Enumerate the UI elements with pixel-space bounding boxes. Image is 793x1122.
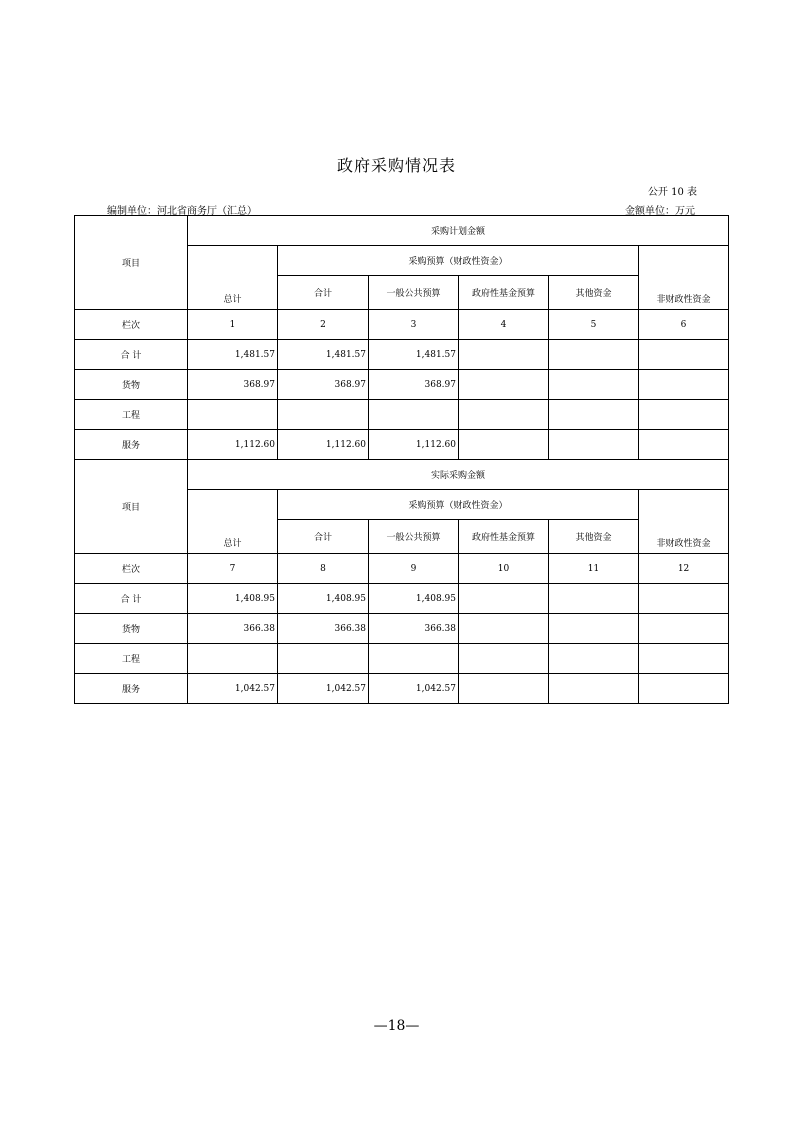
value-cell: 1,042.57 — [188, 674, 278, 704]
col-total: 总计 — [188, 246, 278, 310]
value-cell — [549, 584, 639, 614]
page-number: —18— — [373, 1018, 420, 1034]
group-header: 采购计划金额 — [188, 216, 729, 246]
seq-cell: 12 — [639, 554, 729, 584]
value-cell — [639, 614, 729, 644]
value-cell — [459, 400, 549, 430]
value-cell: 1,042.57 — [369, 674, 459, 704]
row-label: 货物 — [75, 370, 188, 400]
row-label: 服务 — [75, 430, 188, 460]
value-cell — [639, 430, 729, 460]
value-cell — [459, 674, 549, 704]
table-row — [75, 370, 729, 400]
value-cell — [459, 430, 549, 460]
value-cell — [639, 584, 729, 614]
value-cell: 1,481.57 — [188, 340, 278, 370]
value-cell: 366.38 — [278, 614, 369, 644]
col-total: 总计 — [188, 490, 278, 554]
row-label: 工程 — [75, 644, 188, 674]
row-label: 货物 — [75, 614, 188, 644]
group-header: 实际采购金额 — [188, 460, 729, 490]
value-cell — [639, 340, 729, 370]
table-row — [75, 644, 729, 674]
budget-group-header: 采购预算（财政性资金） — [278, 490, 639, 520]
value-cell — [639, 674, 729, 704]
col-general: 一般公共预算 — [369, 276, 459, 310]
value-cell: 368.97 — [188, 370, 278, 400]
value-cell — [549, 430, 639, 460]
value-cell — [549, 644, 639, 674]
seq-cell: 8 — [278, 554, 369, 584]
value-cell: 1,042.57 — [278, 674, 369, 704]
value-cell — [369, 400, 459, 430]
seq-cell: 4 — [459, 310, 549, 340]
seq-cell: 5 — [549, 310, 639, 340]
seq-label: 栏次 — [75, 310, 188, 340]
value-cell — [639, 370, 729, 400]
seq-cell: 6 — [639, 310, 729, 340]
value-cell — [459, 370, 549, 400]
value-cell — [639, 400, 729, 430]
value-cell: 366.38 — [369, 614, 459, 644]
value-cell — [459, 614, 549, 644]
table-row — [75, 430, 729, 460]
section-header-row — [75, 216, 729, 246]
value-cell: 1,112.60 — [369, 430, 459, 460]
value-cell — [549, 400, 639, 430]
col-other: 其他资金 — [549, 520, 639, 554]
table-number: 公开 10 表 — [647, 187, 697, 198]
budget-group-header: 采购预算（财政性资金） — [278, 246, 639, 276]
item-header: 项目 — [75, 216, 188, 310]
value-cell — [549, 370, 639, 400]
table-row — [75, 340, 729, 370]
seq-cell: 7 — [188, 554, 278, 584]
seq-cell: 1 — [188, 310, 278, 340]
seq-row — [75, 554, 729, 584]
value-cell — [549, 340, 639, 370]
col-fund: 政府性基金预算 — [459, 520, 549, 554]
col-general: 一般公共预算 — [369, 520, 459, 554]
value-cell — [459, 340, 549, 370]
value-cell — [459, 584, 549, 614]
amount-unit: 金额单位：万元 — [625, 206, 695, 217]
seq-cell: 11 — [549, 554, 639, 584]
col-nonfiscal: 非财政性资金 — [639, 490, 729, 554]
seq-label: 栏次 — [75, 554, 188, 584]
value-cell: 368.97 — [369, 370, 459, 400]
col-other: 其他资金 — [549, 276, 639, 310]
value-cell — [459, 644, 549, 674]
seq-cell: 10 — [459, 554, 549, 584]
table-row — [75, 614, 729, 644]
value-cell — [639, 644, 729, 674]
table-row — [75, 674, 729, 704]
table-row — [75, 400, 729, 430]
col-sum: 合计 — [278, 276, 369, 310]
row-label: 合 计 — [75, 584, 188, 614]
value-cell: 1,481.57 — [278, 340, 369, 370]
col-fund: 政府性基金预算 — [459, 276, 549, 310]
col-nonfiscal: 非财政性资金 — [639, 246, 729, 310]
seq-row — [75, 310, 729, 340]
value-cell: 1,408.95 — [188, 584, 278, 614]
procurement-table — [74, 215, 729, 704]
row-label: 服务 — [75, 674, 188, 704]
seq-cell: 2 — [278, 310, 369, 340]
value-cell: 1,112.60 — [278, 430, 369, 460]
value-cell — [369, 644, 459, 674]
value-cell: 1,408.95 — [369, 584, 459, 614]
value-cell: 366.38 — [188, 614, 278, 644]
col-sum: 合计 — [278, 520, 369, 554]
row-label: 工程 — [75, 400, 188, 430]
value-cell — [278, 644, 369, 674]
seq-cell: 9 — [369, 554, 459, 584]
compiling-unit: 编制单位：河北省商务厅（汇总） — [107, 206, 257, 217]
section-header-row — [75, 460, 729, 490]
page-title: 政府采购情况表 — [336, 156, 456, 175]
value-cell: 368.97 — [278, 370, 369, 400]
value-cell: 1,112.60 — [188, 430, 278, 460]
value-cell — [278, 400, 369, 430]
value-cell — [188, 400, 278, 430]
value-cell: 1,408.95 — [278, 584, 369, 614]
seq-cell: 3 — [369, 310, 459, 340]
row-label: 合 计 — [75, 340, 188, 370]
value-cell: 1,481.57 — [369, 340, 459, 370]
table-row — [75, 584, 729, 614]
value-cell — [188, 644, 278, 674]
value-cell — [549, 614, 639, 644]
item-header: 项目 — [75, 460, 188, 554]
value-cell — [549, 674, 639, 704]
